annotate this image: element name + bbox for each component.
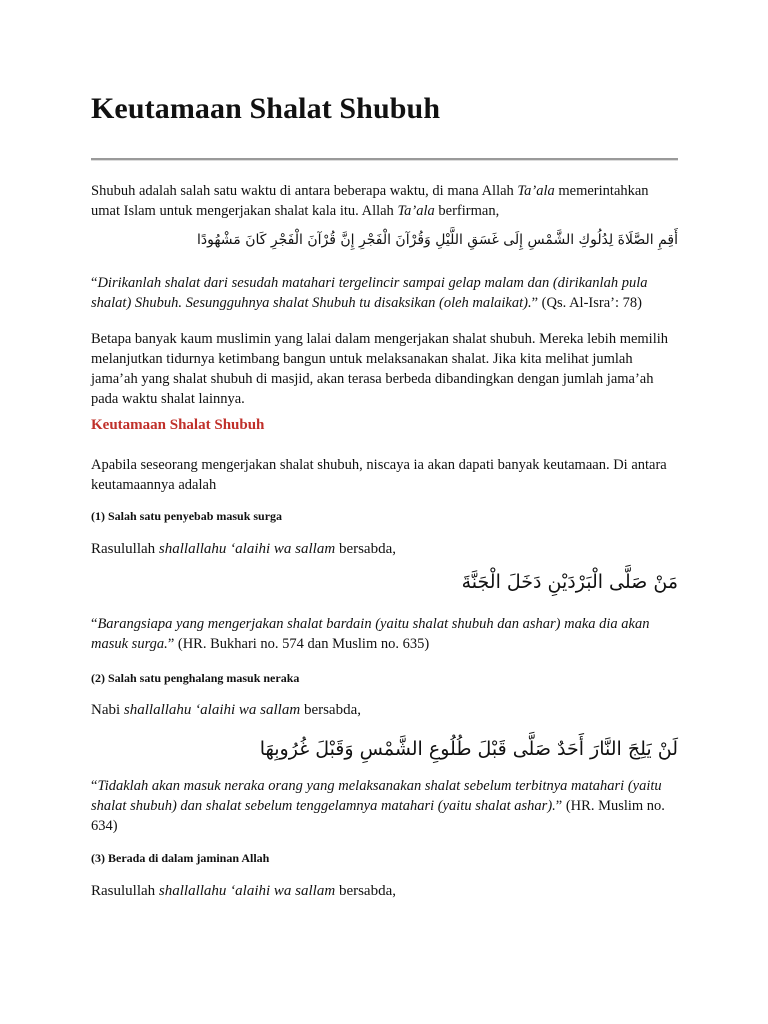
- paragraph-2: Betapa banyak kaum muslimin yang lalai dalam mengerjakan shalat shubuh. Mereka lebih memilih melanjutkan tidurnya ketimbang bangun untuk melaksanakan shalat. Jika kita melihat jumlah jama’ah yang shalat shubuh di masjid, akan terasa berbeda dibandingkan dengan jumlah jama’ah pada waktu shalat lainnya.: [91, 331, 669, 407]
- point-1-salawat: shallallahu ‘alaihi wa sallam: [158, 541, 336, 557]
- quote-1-open: “: [91, 275, 98, 291]
- point-2-heading: (2) Salah satu penghalang masuk neraka: [91, 671, 300, 685]
- section-heading: Keutamaan Shalat Shubuh: [91, 417, 265, 433]
- quote-2: [91, 614, 681, 654]
- page-title: Keutamaan Shalat Shubuh: [91, 92, 441, 125]
- point-2-intro: [91, 702, 681, 719]
- quote-2-open: “: [91, 616, 98, 632]
- quote-2-citation: ” (HR. Bukhari no. 574 dan Muslim no. 635): [167, 636, 430, 652]
- intro-text-a: Shubuh adalah salah satu waktu di antara beberapa waktu, di mana Allah: [91, 183, 518, 199]
- quote-3-citation: ” (HR. Muslim no. 634): [91, 798, 665, 834]
- quote-3-text: Tidaklah akan masuk neraka orang yang melaksanakan shalat sebelum terbitnya matahari (yaitu shalat shubuh) dan shalat sebelum tenggelamnya matahari (yaitu shalat ashar).: [91, 778, 662, 814]
- point-2-intro-a: Nabi: [91, 702, 124, 718]
- point-3-intro: [91, 883, 681, 900]
- quote-1-text: Dirikanlah shalat dari sesudah matahari tergelincir sampai gelap malam dan (dirikanlah pula shalat) Shubuh. Sesungguhnya shalat Shubuh tu disaksikan (oleh malaikat).: [91, 275, 648, 311]
- intro-text-e: berfirman,: [434, 203, 500, 219]
- point-1-heading: (1) Salah satu penyebab masuk surga: [91, 509, 283, 523]
- point-3-intro-a: Rasulullah: [91, 883, 159, 899]
- point-2-intro-c: bersabda,: [300, 702, 361, 718]
- point-1-intro: [91, 541, 681, 558]
- point-3-intro-c: bersabda,: [335, 883, 396, 899]
- arabic-hadith-1: مَنْ صَلَّى الْبَرْدَيْنِ دَخَلَ الْجَنَّةَ: [461, 571, 678, 593]
- title-divider: [91, 158, 678, 161]
- point-1-intro-a: Rasulullah: [91, 541, 159, 557]
- point-1-intro-c: bersabda,: [335, 541, 396, 557]
- quote-1: [91, 273, 681, 313]
- paragraph-3: Apabila seseorang mengerjakan shalat shubuh, niscaya ia akan dapati banyak keutamaan. Di antara keutamaannya adalah: [91, 457, 667, 493]
- point-2-salawat: shallallahu ‘alaihi wa sallam: [123, 702, 301, 718]
- intro-taala-1: Ta’ala: [517, 183, 555, 199]
- arabic-verse-1: أَقِمِ الصَّلَاةَ لِدُلُوكِ الشَّمْسِ إِلَى غَسَقِ اللَّيْلِ وَقُرْآنَ الْفَجْرِ إِنَّ قُرْآنَ الْفَجْرِ كَانَ مَشْهُودًا: [196, 232, 678, 248]
- point-3-heading: (3) Berada di dalam jaminan Allah: [91, 851, 270, 865]
- arabic-hadith-2: لَنْ يَلِجَ النَّارَ أَحَدٌ صَلَّى قَبْلَ طُلُوعِ الشَّمْسِ وَقَبْلَ غُرُوبِهَا: [259, 738, 678, 760]
- quote-2-text: Barangsiapa yang mengerjakan shalat bardain (yaitu shalat shubuh dan ashar) maka dia akan masuk surga.: [91, 616, 650, 652]
- intro-taala-2: Ta’ala: [397, 203, 435, 219]
- intro-text-c: memerintahkan umat Islam untuk mengerjakan shalat kala itu. Allah: [91, 183, 649, 219]
- quote-3: [91, 776, 681, 836]
- intro-paragraph: [91, 181, 681, 221]
- quote-1-citation: ” (Qs. Al-Isra’: 78): [531, 295, 642, 311]
- point-3-salawat: shallallahu ‘alaihi wa sallam: [158, 883, 336, 899]
- quote-3-open: “: [91, 778, 98, 794]
